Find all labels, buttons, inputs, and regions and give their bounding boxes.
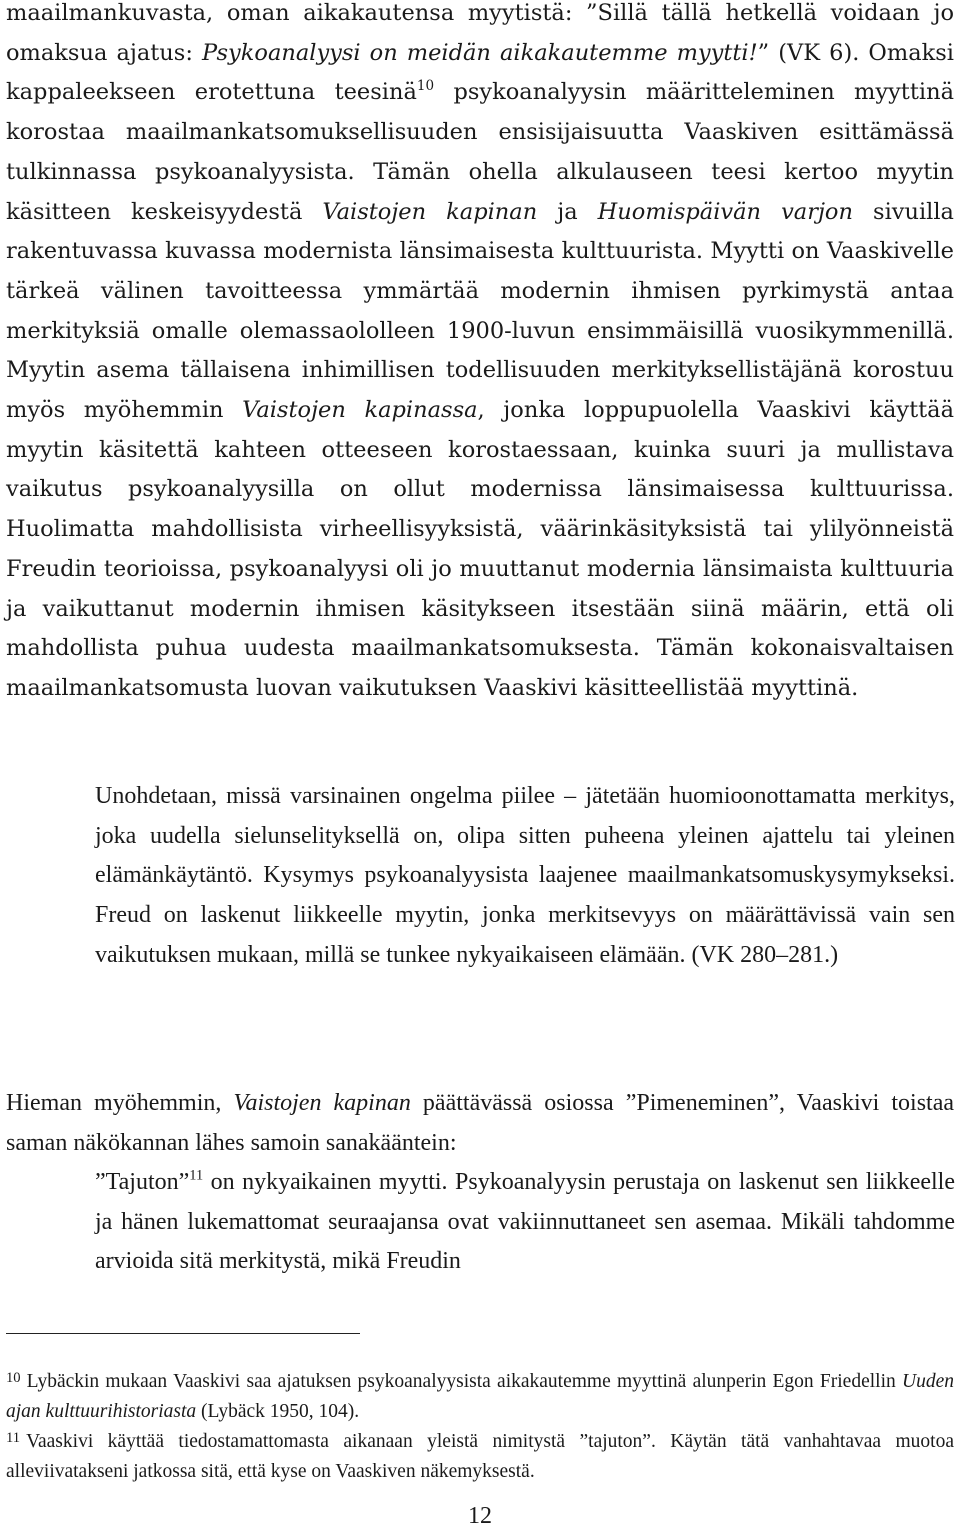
italic-title: Uuden ajan kulttuurihistoriasta bbox=[6, 1371, 954, 1423]
block-quote-2 bbox=[95, 1163, 955, 1282]
text-run: päättävässä osiossa ”Pimeneminen”, Vaaskivi toistaa saman näkökannan lähes samoin sanakääntein: bbox=[6, 1090, 955, 1156]
footnote-divider bbox=[6, 1333, 360, 1334]
text-run: (Lybäck 1950, 104). bbox=[196, 1401, 360, 1423]
text-run: , jonka loppupuolella Vaaskivi käyttää myytin käsitettä kahteen otteeseen korostaessaan, kuinka suuri ja mullistava vaikutus psykoanalyysilla on ollut modernissa länsimaisessa kulttuurissa. Huolimatta mahdollisista virheellisyyksistä, väärinkäsityksistä tai ylilyönneistä Freudin teorioissa, psykoanalyysi oli jo muuttanut modernia länsimaista kulttuuria ja vaikuttanut modernin ihmisen käsitykseen itsestään siinä määrin, että oli mahdollista puhua uudesta maailmankatsomuksesta. Tämän kokonaisvaltaisen maailmankatsomusta luovan vaikutuksen Vaaskivi käsitteellistää myyttinä. bbox=[6, 397, 954, 701]
text-run: Hieman myöhemmin, bbox=[6, 1090, 234, 1116]
footnote-ref-10[interactable]: 10 bbox=[416, 78, 435, 95]
text-run: on nykyaikainen myytti. Psykoanalyysin perustaja on laskenut sen liikkeelle ja hänen lukemattomat seuraajansa ovat vakiinnuttaneet sen asemaa. Mikäli tahdomme arvioida sitä merkitystä, mikä Freudin bbox=[95, 1169, 955, 1275]
text-run: maailmankuvasta, oman aikakautensa myytistä: ”Sillä tällä hetkellä voidaan jo omaksua ajatus: bbox=[6, 0, 954, 66]
italic-title: Vaistojen kapinan bbox=[322, 198, 538, 225]
body-paragraph-2 bbox=[6, 1084, 954, 1163]
footnote-11 bbox=[6, 1423, 954, 1487]
text-run: Vaaskivi käyttää tiedostamattomasta aikanaan yleistä nimitystä ”tajuton”. Käytän tätä vanhahtavaa muotoa alleviivatakseni jatkossa sitä, että kyse on Vaaskiven näkemyksestä. bbox=[6, 1431, 954, 1483]
text-run: psykoanalyysin määritteleminen myyttinä korostaa maailmankatsomuksellisuuden ensisijaisuutta Vaaskiven esittämässä tulkinnassa psykoanalyysista. Tämän ohella alkulauseen teesi kertoo myytin käsitteen keskeisyydestä bbox=[6, 79, 954, 225]
text-run: ” (VK 6). Omaksi kappaleekseen erotettuna teesinä bbox=[6, 39, 954, 106]
footnote-number: 11 bbox=[6, 1430, 21, 1446]
text-run: sivuilla rakentuvassa kuvassa modernista länsimaisesta kulttuurista. Myytti on Vaaskivelle tärkeä välinen tavoitteessa ymmärtää modernin ihmisen pyrkimystä antaa merkityksiä omalle olemassaololleen 1900-luvun ensimmäisillä vuosikymmenillä. Myytin asema tällaisena inhimillisen todellisuuden merkityksellistäjänä korostuu myös myöhemmin bbox=[6, 198, 954, 424]
italic-title: Vaistojen kapinassa bbox=[242, 397, 478, 424]
footnote-ref-11[interactable]: 11 bbox=[189, 1167, 204, 1184]
body-paragraph-1 bbox=[6, 0, 954, 709]
text-run: ”Tajuton” bbox=[95, 1169, 190, 1195]
page-number: 12 bbox=[468, 1503, 492, 1529]
block-quote-1: Unohdetaan, missä varsinainen ongelma piilee – jätetään huomioonottamatta merkitys, joka uudella sielunselityksellä on, olipa sitten puheena yleinen ajattelu tai yleinen elämänkäytäntö. Kysymys psykoanalyysista laajenee maailmankatsomuskysymykseksi. Freud on laskenut liikkeelle myytin, jonka merkitsevyys on määrättävissä vain sen vaikutuksen mukaan, millä se tunkee nykyaikaiseen elämään. (VK 280–281.) bbox=[95, 783, 955, 968]
italic-title: Huomispäivän varjon bbox=[597, 198, 853, 225]
text-run: ja bbox=[537, 198, 598, 225]
italic-title: Vaistojen kapinan bbox=[233, 1090, 411, 1116]
footnote-10 bbox=[6, 1363, 954, 1427]
text-run: Lybäckin mukaan Vaaskivi saa ajatuksen psykoanalyysista aikakautemme myyttinä alunperin Egon Friedellin bbox=[26, 1371, 902, 1393]
italic-title: Psykoanalyysi on meidän aikakautemme myytti! bbox=[201, 39, 758, 66]
footnote-number: 10 bbox=[6, 1370, 21, 1386]
